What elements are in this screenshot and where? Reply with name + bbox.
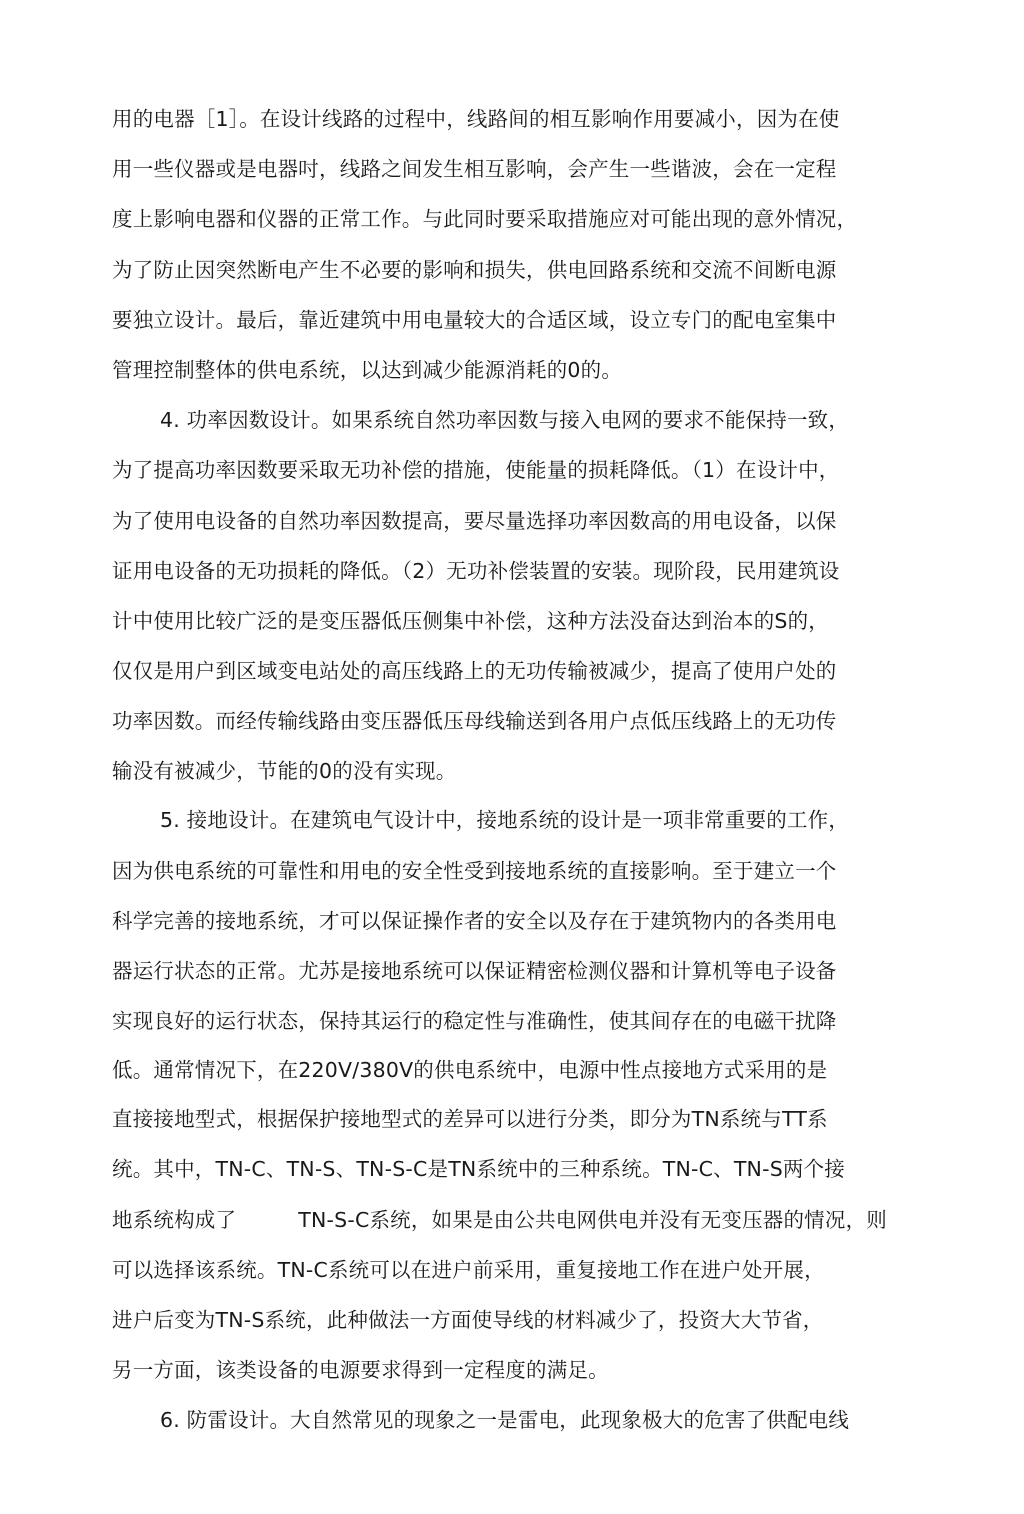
paragraph-heading-power-factor: 4. 功率因数设计。如果系统自然功率因数与接入电网的要求不能保持一致， [160, 408, 850, 432]
text-line: 器运行状态的正常。尤苏是接地系统可以保证精密检测仪器和计算机等电子设备 [112, 959, 837, 983]
text-line: 直接接地型式，根据保护接地型式的差异可以进行分类，即分为TN系统与TT系 [112, 1107, 828, 1131]
text-line: 实现良好的运行状态，保持其运行的稳定性与准确性，使其间存在的电磁干扰降 [112, 1009, 837, 1033]
text-line: 度上影响电器和仪器的正常工作。与此同时要采取措施应对可能出现的意外情况， [112, 207, 858, 231]
text-line: 科学完善的接地系统，才可以保证操作者的安全以及存在于建筑物内的各类用电 [112, 909, 837, 933]
text-line: 要独立设计。最后，靠近建筑中用电量较大的合适区域，设立专门的配电室集中 [112, 308, 837, 332]
paragraph-heading-lightning: 6. 防雷设计。大自然常见的现象之一是雷电，此现象极大的危害了供配电线 [160, 1408, 850, 1432]
text-line: 低。通常情况下，在220V/380V的供电系统中，电源中性点接地方式采用的是 [112, 1058, 828, 1082]
text-line: 进户后变为TN-S系统，此种做法一方面使导线的材料减少了，投资大大节省， [112, 1308, 824, 1332]
text-line: 证用电设备的无功损耗的降低。（2）无功补偿装置的安装。现阶段，民用建筑设 [112, 559, 840, 583]
text-line: 为了提高功率因数要采取无功补偿的措施，使能量的损耗降低。（1）在设计中， [112, 458, 840, 482]
text-line: 计中使用比较广泛的是变压器低压侧集中补偿，这种方法没奋达到治本的S的， [112, 609, 830, 633]
text-line: 仅仅是用户到区域变电站处的高压线路上的无功传输被减少，提高了使用户处的 [112, 659, 837, 683]
paragraph-heading-grounding: 5. 接地设计。在建筑电气设计中，接地系统的设计是一项非常重要的工作， [160, 808, 850, 832]
text-line: 为了使用电设备的自然功率因数提高，要尽量选择功率因数高的用电设备，以保 [112, 509, 837, 533]
text-line: 功率因数。而经传输线路由变压器低压母线输送到各用户点低压线路上的无功传 [112, 709, 837, 733]
text-line: 可以选择该系统。TN-C系统可以在进户前采用，重复接地工作在进户处开展， [112, 1258, 825, 1282]
text-line: 管理控制整体的供电系统，以达到减少能源消耗的0的。 [112, 358, 623, 382]
text-line: 因为供电系统的可靠性和用电的安全性受到接地系统的直接影响。至于建立一个 [112, 859, 837, 883]
text-line: 输没有被减少，节能的0的没有实现。 [112, 759, 457, 783]
text-line: 用的电器［1］。在设计线路的过程中，线路间的相互影响作用要减小，因为在使 [112, 107, 840, 131]
text-line: 另一方面，该类设备的电源要求得到一定程度的满足。 [112, 1358, 609, 1382]
text-line: 为了防止因突然断电产生不必要的影响和损失，供电回路系统和交流不间断电源 [112, 258, 837, 282]
text-line: 统。其中，TN-C、TN-S、TN-S-C是TN系统中的三种系统。TN-C、TN-S两个接 [112, 1157, 846, 1181]
text-line: 用一些仪器或是电器吋，线路之间发生相互影响，会产生一些谐波，会在一定程 [112, 157, 837, 181]
text-line: 地系统构成了 TN-S-C系统，如果是由公共电网供电并没有无变压器的情况，则 [112, 1208, 887, 1232]
